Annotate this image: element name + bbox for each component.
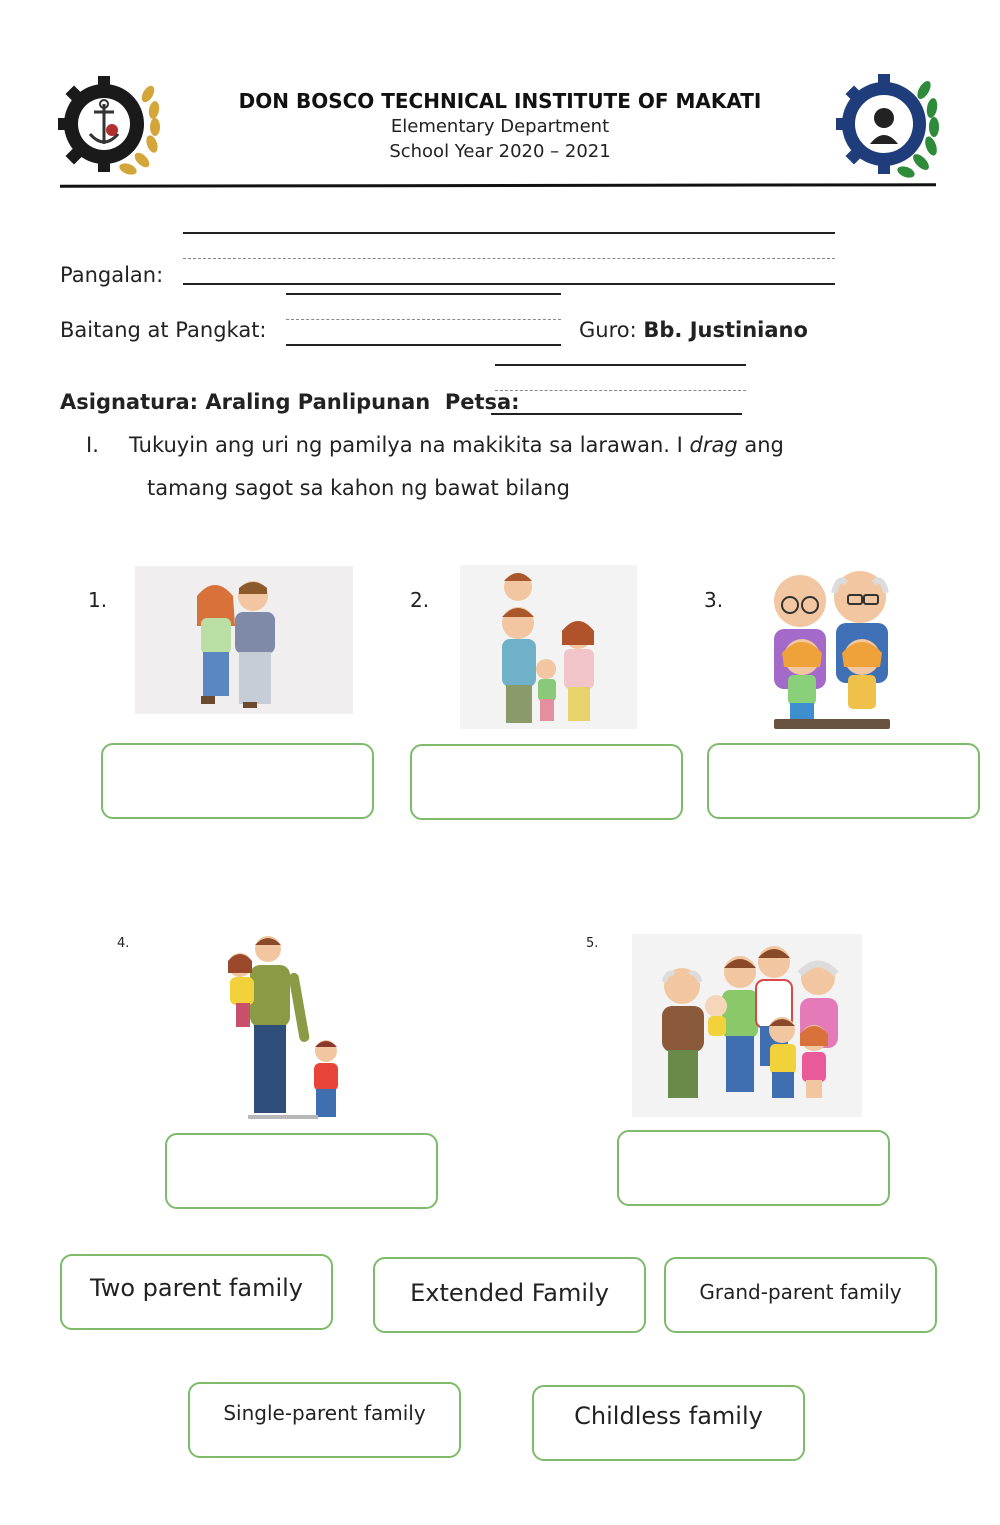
couple-illustration-icon [135, 566, 353, 714]
answer-box-2[interactable] [410, 744, 683, 820]
date-line-top [495, 364, 746, 366]
school-name: DON BOSCO TECHNICAL INSTITUTE OF MAKATI [238, 89, 762, 113]
parents-with-children-illustration-icon [460, 565, 637, 729]
item-3-picture [754, 561, 910, 735]
don-bosco-seal-icon [836, 70, 940, 178]
item-5-picture [632, 934, 862, 1117]
grandparents-with-grandchildren-illustration-icon [754, 561, 910, 735]
choice-childless-family[interactable]: Childless family [532, 1385, 805, 1461]
teacher-label: Guro: [579, 318, 637, 342]
subject-label: Asignatura: Araling Panlipunan Petsa: [60, 390, 520, 414]
school-year: School Year 2020 – 2021 [389, 141, 611, 162]
instruction-line-1 [129, 433, 784, 457]
answer-box-4[interactable] [165, 1133, 438, 1209]
choice-grand-parent-family[interactable]: Grand-parent family [664, 1257, 937, 1333]
department-name: Elementary Department [390, 116, 610, 137]
multigenerational-family-illustration-icon [632, 934, 862, 1117]
answer-box-3[interactable] [707, 743, 980, 819]
item-1-number: 1. [88, 588, 108, 612]
name-field[interactable] [183, 283, 835, 285]
instruction-emphasis: drag [689, 433, 738, 457]
date-line-dashed [495, 390, 746, 391]
father-with-two-children-illustration-icon [208, 933, 358, 1123]
item-2-number: 2. [410, 588, 430, 612]
name-line-dashed [183, 258, 835, 259]
choice-two-parent-family[interactable]: Two parent family [60, 1254, 333, 1330]
name-label: Pangalan: [60, 263, 164, 287]
item-5-number: 5. [586, 936, 599, 951]
grade-line-top [286, 293, 561, 295]
school-logo-right [836, 70, 940, 178]
grade-label: Baitang at Pangkat: [60, 318, 267, 342]
header-divider [60, 183, 936, 188]
answer-box-5[interactable] [617, 1130, 890, 1206]
instruction-number: I. [86, 433, 99, 457]
choice-single-parent-family[interactable]: Single-parent family [188, 1382, 461, 1458]
instruction-line-2: tamang sagot sa kahon ng bawat bilang [147, 476, 570, 500]
teacher-name: Bb. Justiniano [643, 318, 808, 342]
item-4-number: 4. [117, 936, 130, 951]
item-3-number: 3. [704, 588, 724, 612]
instruction-text-b: ang [744, 433, 784, 457]
name-line-top [183, 232, 835, 234]
choice-extended-family[interactable]: Extended Family [373, 1257, 646, 1333]
grade-line-dashed [286, 319, 561, 320]
item-4-picture [208, 933, 358, 1123]
grade-field[interactable] [286, 344, 561, 346]
answer-box-1[interactable] [101, 743, 374, 819]
item-1-picture [135, 566, 353, 714]
date-field[interactable] [491, 413, 742, 415]
instruction-text-a: Tukuyin ang uri ng pamilya na makikita sa larawan. I [129, 433, 683, 457]
teacher-row [579, 318, 808, 342]
item-2-picture [460, 565, 637, 729]
